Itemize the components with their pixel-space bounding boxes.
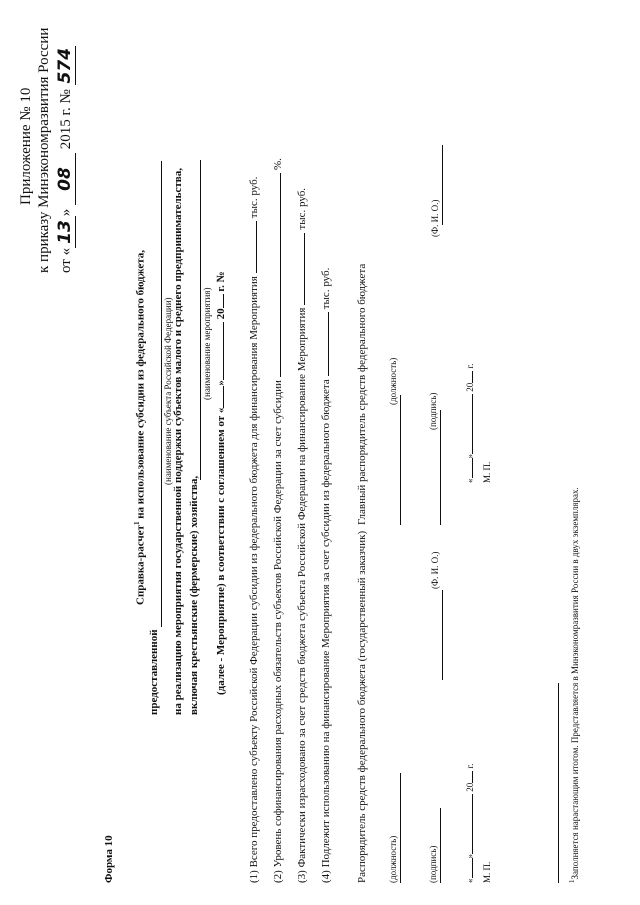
item-2-unit: %. [272, 158, 284, 171]
agreement-text: (далее - Мероприятие) в соответствии с соглашением от « [215, 407, 227, 695]
right-date-year-suffix: г. [465, 363, 475, 369]
appendix-date-line [55, 46, 76, 273]
appendix-title: Приложение № 10 [18, 87, 34, 205]
date-prefix: от « [58, 247, 74, 273]
agreement-quote: » [215, 380, 227, 386]
item-4 [320, 268, 332, 883]
title-line-3: на реализацию мероприятия государственной поддержки субъектов малого и среднего предпринимательства, [172, 168, 184, 715]
footnote-text: Заполняется нарастающим итогом. Представляется в Минэкономразвития России в двух экземплярах. [570, 487, 580, 880]
left-date [465, 764, 475, 883]
right-sign-heading: Главный распорядитель средств федерального бюджета [356, 263, 368, 525]
item-2 [272, 158, 284, 883]
item-2-text: (2) Уровень софинансирования расходных обязательств субъектов Российской Федерации за счет субсидии [272, 380, 284, 883]
title-tail: на использование субсидии из федерального бюджета, [134, 250, 147, 522]
right-fio-line [442, 145, 443, 225]
subject-caption: (наименование субъекта Российской Федерации) [163, 297, 173, 485]
footnote-ref: 1 [133, 521, 141, 526]
document-title [133, 250, 147, 605]
title-main: Справка-расчет [134, 525, 147, 605]
footnote-separator [558, 683, 559, 883]
item-4-unit: тыс. руб. [320, 267, 332, 310]
form-label: Форма 10 [103, 835, 115, 883]
item-3 [296, 188, 308, 883]
right-fio-caption: (Ф. И. О.) [430, 199, 440, 237]
appendix-number: 574 [55, 47, 75, 84]
right-date-year: 20 [465, 382, 475, 392]
item-3-text: (3) Фактически израсходовано за счет средств бюджета субъекта Российской Федерации на финансирование Мероприятия [296, 307, 308, 883]
date-mid: » [58, 208, 74, 217]
left-fio-line [442, 590, 443, 680]
agreement-line [215, 271, 227, 695]
subject-line [161, 161, 162, 627]
measure-line [200, 160, 201, 480]
right-date-open: « [465, 478, 475, 483]
appendix-year: 2015 г. № [58, 89, 74, 150]
item-1-text: (1) Всего предоставлено субъекту Российской Федерации субсидии из федерального бюджета для финансирования Мероприятия [248, 276, 260, 883]
left-signature-caption: (подпись) [428, 845, 438, 883]
agreement-number: г. № [215, 271, 227, 292]
left-date-year-suffix: г. [465, 763, 475, 769]
right-date-close: » [465, 454, 475, 459]
item-3-unit: тыс. руб. [296, 187, 308, 230]
left-position-line [400, 773, 401, 883]
left-signature-line [440, 808, 441, 883]
measure-caption: (наименование мероприятия) [202, 287, 212, 400]
agreement-year: 20 [215, 308, 227, 320]
right-signature-line [440, 410, 441, 525]
right-position-line [400, 395, 401, 525]
left-date-close: » [465, 854, 475, 859]
left-sign-heading: Распорядитель средств федерального бюджета (государственный заказчик) [356, 530, 368, 883]
left-fio-caption: (Ф. И. О.) [430, 551, 440, 589]
item-1 [248, 177, 260, 883]
item-1-unit: тыс. руб. [248, 176, 260, 219]
appendix-month: 08 [55, 153, 76, 205]
item-4-text: (4) Подлежит использованию на финансирование Мероприятия за счет субсидии из федерального бюджета [320, 379, 332, 883]
provided-label: предоставленной [148, 629, 160, 715]
right-position-caption: (должность) [388, 357, 398, 405]
title-line-4: включая крестьянские (фермерские) хозяйства, [188, 475, 200, 715]
left-position-caption: (должность) [388, 835, 398, 883]
left-date-year: 20 [465, 782, 475, 792]
left-date-open: « [465, 878, 475, 883]
footnote-mark: 1 [568, 879, 576, 883]
right-signature-caption: (подпись) [428, 392, 438, 430]
appendix-day: 13 [55, 216, 76, 248]
left-stamp: М. П. [482, 861, 492, 883]
right-stamp: М. П. [482, 461, 492, 483]
right-date [465, 364, 475, 483]
footnote [568, 487, 580, 883]
appendix-order-line: к приказу Минэкономразвития России [36, 27, 52, 273]
